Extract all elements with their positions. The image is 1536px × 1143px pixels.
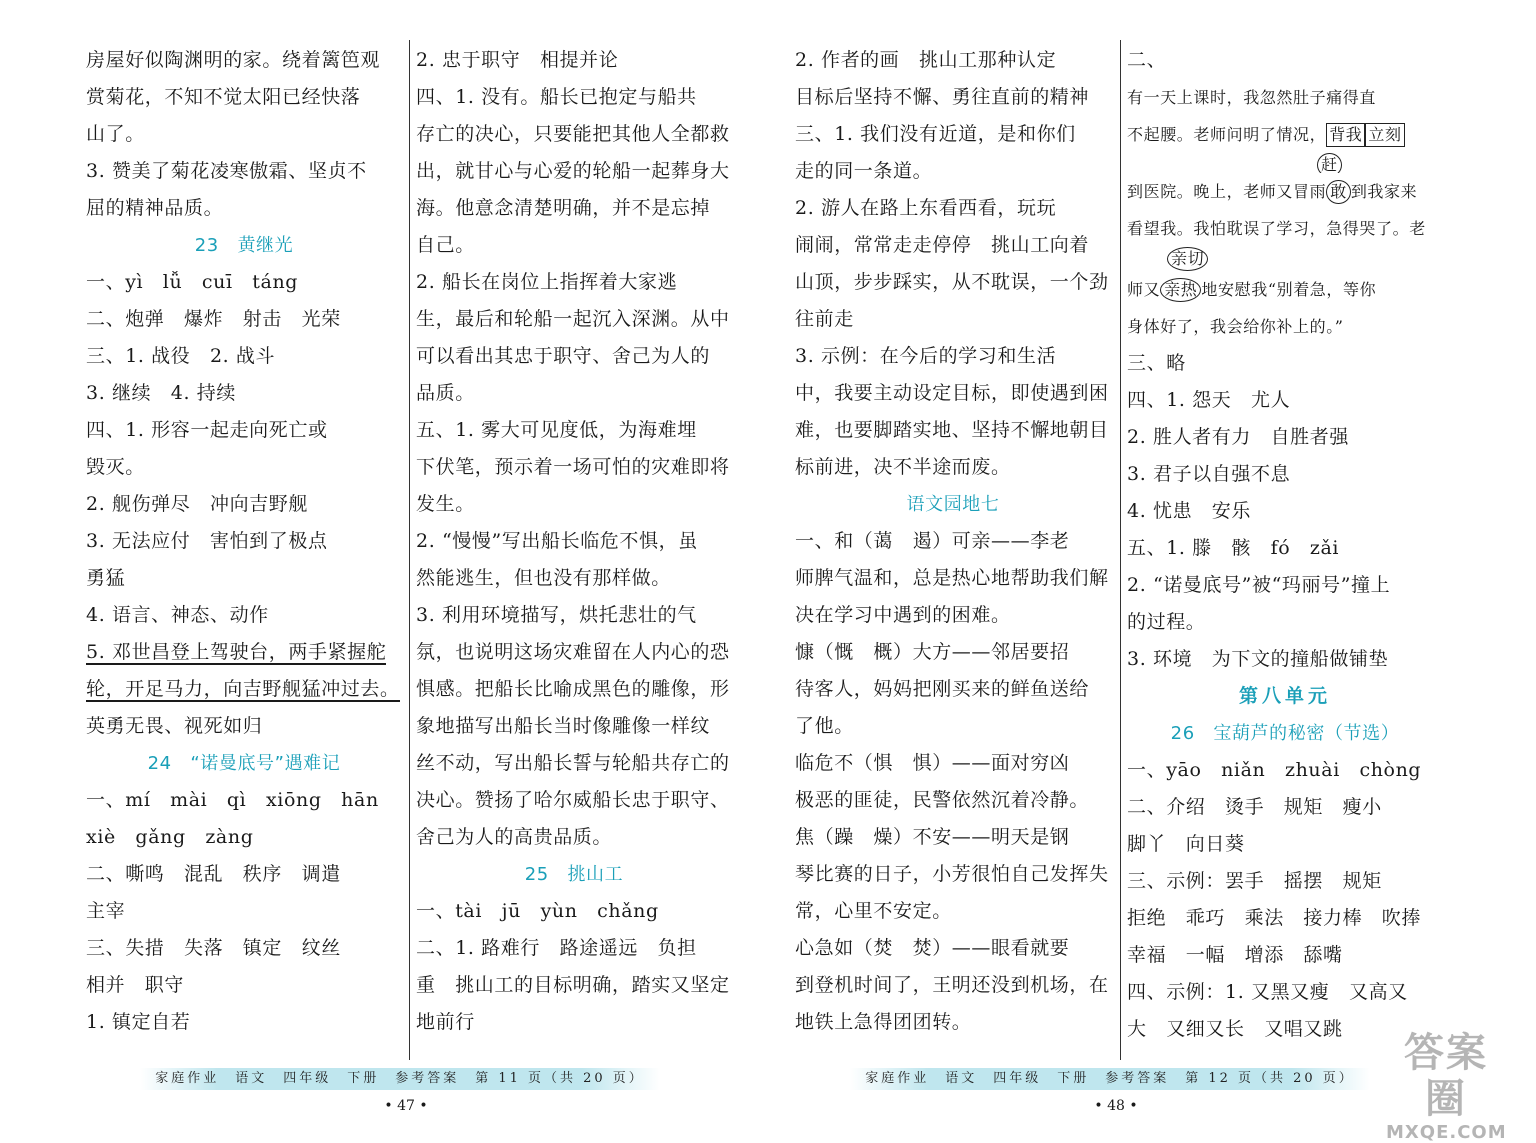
answer-line: 往前走 [795, 308, 854, 330]
unit-heading: 第八单元 [1238, 685, 1331, 707]
underlined-text: 轮，开足马力，向吉野舰猛冲过去。 [86, 678, 400, 700]
circled-correction: 亲切 [1167, 247, 1208, 271]
column-3 [795, 42, 1111, 1041]
answer-line: 慷（慨 概）大方——邻居要招 [795, 641, 1070, 663]
answer-line: 海。他意念清楚明确，并不是忘掉 [416, 197, 711, 219]
answer-line: 标前进，决不半途而废。 [795, 456, 1011, 478]
answer-line: 品质。 [416, 382, 475, 404]
answer-line: 一、yì lǚ cuī táng [86, 271, 299, 293]
correction-line [1127, 116, 1443, 153]
answer-line: 1. 镇定自若 [86, 1011, 191, 1033]
column-1 [86, 42, 402, 1041]
answer-line: 四、1. 没有。船长已抱定与船共 [416, 86, 697, 108]
answer-line: 勇猛 [86, 567, 126, 589]
answer-line: 常，心里不安定。 [795, 900, 952, 922]
text-span: 到医院。晚上，老师又冒雨 [1127, 182, 1327, 201]
answer-line: 出，就甘心与心爱的轮船一起葬身大 [416, 160, 730, 182]
answer-line: 3. 利用环境描写，烘托悲壮的气 [416, 604, 697, 626]
answer-line: 三、略 [1127, 352, 1186, 374]
answer-line: 屈的精神品质。 [86, 197, 224, 219]
answer-line: 3. 示例：在今后的学习和生活 [795, 345, 1057, 367]
footer-left: 家庭作业 语文 四年级 下册 参考答案 第 11 页（共 20 页） [140, 1068, 660, 1090]
column-4-answers [1127, 345, 1443, 1048]
answer-line: 惧感。把船长比喻成黑色的雕像，形 [416, 678, 730, 700]
answer-line: 3. 赞美了菊花凌寒傲霜、坚贞不 [86, 160, 367, 182]
answer-line: 2. 船长在岗位上指挥着大家逃 [416, 271, 678, 293]
correction-line: 身体好了，我会给你补上的。” [1127, 317, 1344, 336]
answer-line: 3. 继续 4. 持续 [86, 382, 236, 404]
answer-line: 发生。 [416, 493, 475, 515]
column-2 [416, 42, 732, 1041]
circled-correction: 敢 [1326, 180, 1351, 204]
text-span: 师又 [1127, 280, 1161, 299]
text-span: 地安慰我 [1201, 280, 1268, 299]
answer-line: 心急如（焚 焚）——眼看就要 [795, 937, 1070, 959]
answer-line: xiè gǎng zàng [86, 826, 254, 848]
answer-line: 中，我要主动设定目标，即使遇到困 [795, 382, 1109, 404]
answer-line: 三、失措 失落 镇定 纹丝 [86, 937, 341, 959]
answer-line: 氛，也说明这场灾难留在人内心的恐 [416, 641, 730, 663]
boxed-insertion: 背我 [1326, 123, 1365, 147]
answer-line: 一、tài jū yùn chǎng [416, 900, 659, 922]
answer-line: 的过程。 [1127, 611, 1206, 633]
answer-line: 二、1. 路难行 路途遥远 负担 [416, 937, 697, 959]
lesson-heading: 23 黄继光 [194, 235, 294, 256]
answer-line: 4. 忧患 安乐 [1127, 500, 1251, 522]
footer-right: 家庭作业 语文 四年级 下册 参考答案 第 12 页（共 20 页） [850, 1068, 1370, 1090]
answer-line: 拒绝 乖巧 乘法 接力棒 吹捧 [1127, 907, 1422, 929]
answer-line: 山了。 [86, 123, 145, 145]
answer-line: 脚丫 向日葵 [1127, 833, 1245, 855]
answer-line: 了他。 [795, 715, 854, 737]
section-label: 二、 [1127, 49, 1167, 71]
text-span: 到我家来 [1350, 182, 1418, 201]
answer-line: 3. 环境 为下文的撞船做铺垫 [1127, 648, 1389, 670]
answer-line: 闹闹，常常走走停停 挑山工向着 [795, 234, 1090, 256]
answer-line: 四、示例：1. 又黑又瘦 又高又 [1127, 981, 1408, 1003]
answer-line: 二、介绍 烫手 规矩 瘦小 [1127, 796, 1382, 818]
answer-line: 三、1. 我们没有近道，是和你们 [795, 123, 1076, 145]
answer-line: 主宰 [86, 900, 126, 922]
answer-line: 大 又细又长 又唱又跳 [1127, 1018, 1343, 1040]
answer-line [86, 634, 402, 671]
answer-line: 英勇无畏、视死如归 [86, 715, 263, 737]
answer-line: 极恶的匪徒，民警依然沉着冷静。 [795, 789, 1090, 811]
answer-line: 难，也要脚踏实地、坚持不懈地朝目 [795, 419, 1109, 441]
answer-line: 3. 君子以自强不息 [1127, 463, 1291, 485]
answer-line: 可以看出其忠于职守、舍己为人的 [416, 345, 711, 367]
answer-line: 幸福 一幅 增添 舔嘴 [1127, 944, 1343, 966]
answer-line: 二、炮弹 爆炸 射击 光荣 [86, 308, 341, 330]
answer-line: 自己。 [416, 234, 475, 256]
answer-line: 五、1. 雾大可见度低，为海难埋 [416, 419, 697, 441]
answer-line: 丝不动，写出船长誓与轮船共存亡的 [416, 752, 730, 774]
lesson-heading: 26 宝葫芦的秘密（节选） [1170, 723, 1400, 744]
answer-line: 临危不（惧 惧）——面对穷凶 [795, 752, 1070, 774]
lesson-heading: 语文园地七 [906, 494, 1000, 515]
correction-line [1127, 271, 1443, 308]
underlined-text: 5. 邓世昌登上驾驶台，两手紧握舵 [86, 641, 387, 663]
answer-line: 3. 无法应付 害怕到了极点 [86, 530, 328, 552]
answer-line: 2. “慢慢”写出船长临危不惧，虽 [416, 530, 698, 552]
correction-line: 有一天上课时，我忽然肚子痛得直 [1127, 88, 1377, 107]
answer-line: 焦（躁 燥）不安——明天是钢 [795, 826, 1070, 848]
answer-line: 生，最后和轮船一起沉入深渊。从中 [416, 308, 730, 330]
answer-line: 四、1. 形容一起走向死亡或 [86, 419, 328, 441]
correction-line [1127, 153, 1443, 173]
answer-line: 房屋好似陶渊明的家。绕着篱笆观 [86, 49, 381, 71]
answer-line: 舍己为人的高贵品质。 [416, 826, 613, 848]
answer-line: 存亡的决心，只要能把其他人全都救 [416, 123, 730, 145]
answer-line: 到登机时间了，王明还没到机场，在 [795, 974, 1109, 996]
answer-line: 三、1. 战役 2. 战斗 [86, 345, 276, 367]
answer-line: 五、1. 滕 骸 fó zǎi [1127, 537, 1340, 559]
answer-line: 然能逃生，但也没有那样做。 [416, 567, 671, 589]
page-number-right: • 48 • [1094, 1098, 1138, 1114]
lesson-heading: 24 “诺曼底号”遇难记 [147, 753, 341, 774]
answer-line: 2. 舰伤弹尽 冲向吉野舰 [86, 493, 308, 515]
circled-correction: 亲热 [1160, 278, 1201, 302]
answer-line: 地铁上急得团团转。 [795, 1011, 972, 1033]
answer-line: 2. “诺曼底号”被“玛丽号”撞上 [1127, 574, 1391, 596]
answer-line [86, 671, 402, 708]
answer-line: 2. 忠于职守 相提并论 [416, 49, 619, 71]
answer-line: 相并 职守 [86, 974, 185, 996]
answer-line: 一、mí mài qì xiōng hān [86, 789, 379, 811]
circled-correction: 赶 [1317, 153, 1342, 173]
watermark-logo [1386, 1030, 1507, 1143]
answer-line: 2. 胜人者有力 自胜者强 [1127, 426, 1349, 448]
answer-line: 决在学习中遇到的困难。 [795, 604, 1011, 626]
answer-line: 一、yāo niǎn zhuài chòng [1127, 759, 1422, 781]
lesson-heading: 25 挑山工 [524, 864, 624, 885]
answer-line: 重 挑山工的目标明确，踏实又坚定 [416, 974, 730, 996]
answer-line: 4. 语言、神态、动作 [86, 604, 269, 626]
answer-line: 三、示例：罢手 摇摆 规矩 [1127, 870, 1382, 892]
answer-line: 毁灭。 [86, 456, 145, 478]
answer-line: 走的同一条道。 [795, 160, 933, 182]
answer-line: 目标后坚持不懈、勇往直前的精神 [795, 86, 1090, 108]
answer-line: 象地描写出船长当时像雕像一样纹 [416, 715, 711, 737]
text-span: 不起腰。老师问明了情况， [1127, 125, 1327, 144]
answer-line: 决心。赞扬了哈尔威船长忠于职守、 [416, 789, 730, 811]
watermark-title: 答案圈 [1404, 1030, 1488, 1122]
answer-line: 下伏笔，预示着一场可怕的灾难即将 [416, 456, 730, 478]
answer-line: 二、嘶鸣 混乱 秩序 调遣 [86, 863, 341, 885]
text-span: “别着急，等你 [1267, 280, 1377, 299]
answer-line: 2. 作者的画 挑山工那种认定 [795, 49, 1057, 71]
answer-line: 一、和（蔼 遏）可亲——李老 [795, 530, 1070, 552]
boxed-insertion: 立刻 [1365, 123, 1404, 147]
watermark-domain: MXQE.COM [1386, 1122, 1507, 1143]
answer-line: 琴比赛的日子，小芳很怕自己发挥失 [795, 863, 1109, 885]
correction-line [1127, 173, 1443, 210]
answer-line: 师脾气温和，总是热心地帮助我们解 [795, 567, 1109, 589]
answer-line: 待客人，妈妈把刚买来的鲜鱼送给 [795, 678, 1090, 700]
answer-line: 四、1. 怨天 尤人 [1127, 389, 1291, 411]
column-divider-right [1120, 40, 1121, 1060]
answer-line: 地前行 [416, 1011, 475, 1033]
answer-line: 2. 游人在路上东看西看，玩玩 [795, 197, 1057, 219]
answer-line: 赏菊花，不知不觉太阳已经快落 [86, 86, 361, 108]
column-4 [1127, 42, 1443, 1048]
correction-line: 看望我。我怕耽误了学习，急得哭了。老 [1127, 219, 1426, 238]
page-number-left: • 47 • [384, 1098, 428, 1114]
column-divider-left [409, 40, 410, 1060]
correction-line [1127, 247, 1443, 271]
answer-line: 山顶，步步踩实，从不耽误，一个劲 [795, 271, 1109, 293]
